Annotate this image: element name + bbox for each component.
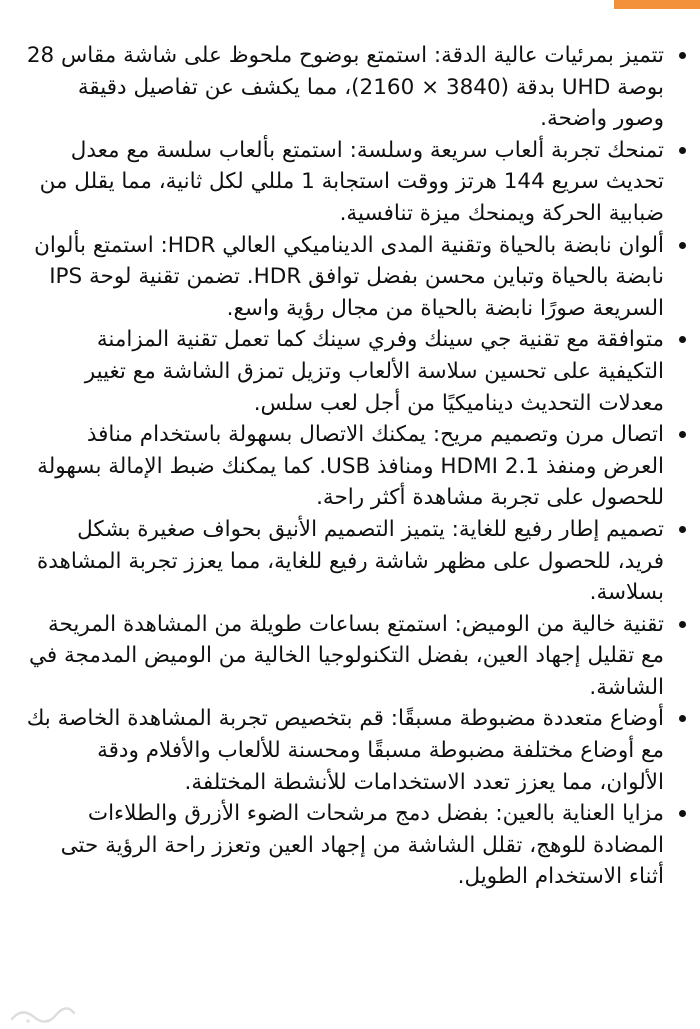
feature-text: مزايا العناية بالعين: بفضل دمج مرشحات الضوء الأزرق والطلاءات المضادة للوهج، تقلل الشاشة من إجهاد العين وتعزز راحة الرؤية حتى أثناء الاستخدام الطويل. — [60, 801, 664, 890]
feature-text: اتصال مرن وتصميم مريح: يمكنك الاتصال بسهولة باستخدام منافذ العرض ومنفذ HDMI 2.1 ومنافذ USB. كما يمكنك ضبط الإمالة بسهولة للحصول على تجربة مشاهدة أكثر راحة. — [37, 422, 664, 511]
watermark-logo-icon — [8, 1003, 78, 1025]
feature-text: ألوان نابضة بالحياة وتقنية المدى الديناميكي العالي HDR: استمتع بألوان نابضة بالحياة وتباين محسن بفضل توافق HDR. تضمن تقنية لوحة IPS السريعة صورًا نابضة بالحياة من مجال رؤية واسع. — [34, 232, 664, 321]
feature-text: تمنحك تجربة ألعاب سريعة وسلسة: استمتع بألعاب سلسة مع معدل تحديث سريع 144 هرتز ووقت استجابة 1 مللي لكل ثانية، مما يقلل من ضبابية الحركة ويمنحك ميزة تنافسية. — [39, 137, 664, 226]
bullet-dot-icon — [679, 810, 686, 817]
feature-item-flicker-free — [26, 609, 688, 704]
bullet-dot-icon — [679, 242, 686, 249]
bullet-dot-icon — [679, 715, 686, 722]
feature-item-preset-modes — [26, 703, 688, 798]
bullet-dot-icon — [679, 621, 686, 628]
bullet-dot-icon — [679, 431, 686, 438]
feature-text: تقنية خالية من الوميض: استمتع بساعات طويلة من المشاهدة المريحة مع تقليل إجهاد العين، بفضل التكنولوجيا الخالية من الوميض المدمجة في الشاشة. — [28, 611, 664, 700]
feature-item-resolution — [26, 40, 688, 135]
bullet-dot-icon — [679, 147, 686, 154]
bullet-dot-icon — [679, 336, 686, 343]
accent-bar — [614, 0, 700, 9]
feature-item-bezel — [26, 514, 688, 609]
bullet-dot-icon — [679, 52, 686, 59]
feature-text: متوافقة مع تقنية جي سينك وفري سينك كما تعمل تقنية المزامنة التكيفية على تحسين سلاسة الألعاب وتزيل تمزق الشاشة مع تغيير معدلات التحديث ديناميكيًا من أجل لعب سلس. — [84, 327, 664, 416]
feature-bullet-list — [26, 40, 688, 893]
feature-text: تتميز بمرئيات عالية الدقة: استمتع بوضوح ملحوظ على شاشة مقاس 28 بوصة UHD بدقة (3840 × 2160)، مما يكشف عن تفاصيل دقيقة وصور واضحة. — [26, 43, 664, 132]
feature-item-connectivity — [26, 419, 688, 514]
bullet-dot-icon — [679, 526, 686, 533]
feature-item-refresh-rate — [26, 135, 688, 230]
feature-text: أوضاع متعددة مضبوطة مسبقًا: قم بتخصيص تجربة المشاهدة الخاصة بك مع أوضاع مختلفة مضبوطة مسبقًا ومحسنة للألعاب والأفلام ودقة الألوان، مما يعزز تعدد الاستخدامات للأنشطة المختلفة. — [26, 706, 664, 795]
feature-item-hdr — [26, 230, 688, 325]
feature-item-sync — [26, 324, 688, 419]
feature-item-eye-care — [26, 798, 688, 893]
feature-text: تصميم إطار رفيع للغاية: يتميز التصميم الأنيق بحواف صغيرة بشكل فريد، للحصول على مظهر شاشة رفيع للغاية، مما يعزز تجربة المشاهدة بسلاسة. — [36, 516, 664, 606]
